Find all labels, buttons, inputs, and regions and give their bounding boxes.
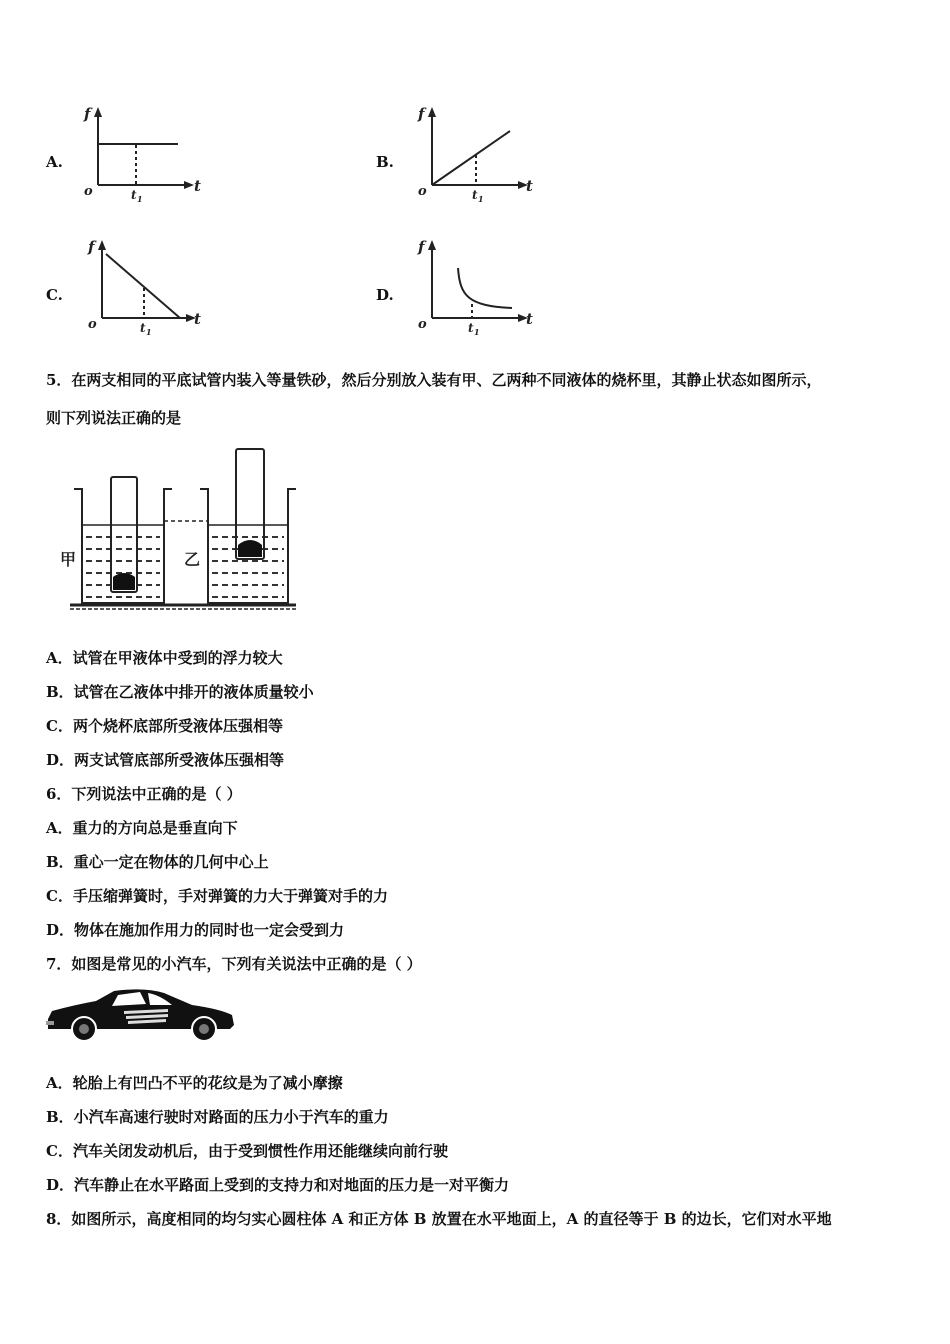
q7-option-b: B．小汽车高速行驶时对路面的压力小于汽车的重力	[46, 1108, 389, 1126]
graph-b	[412, 105, 533, 204]
t1-subscript: 1	[474, 327, 480, 337]
option-c-label: C.	[46, 286, 63, 304]
label-yi: 乙	[184, 550, 201, 569]
q6-option-c: C．手压缩弹簧时，手对弹簧的力大于弹簧对手的力	[46, 887, 388, 905]
t1-label: t	[131, 188, 137, 202]
q5-option-b: B．试管在乙液体中排开的液体质量较小	[46, 683, 314, 701]
q7-stem: 7．如图是常见的小汽车，下列有关说法中正确的是（ ）	[46, 955, 422, 973]
q6-stem: 6．下列说法中正确的是（ ）	[46, 785, 242, 803]
q8-stem: 8．如图所示，高度相同的均匀实心圆柱体 A 和正方体 B 放置在水平地面上，A 的直径等于 B 的边长，它们对水平地	[46, 1210, 832, 1228]
option-b-label: B.	[376, 153, 394, 171]
t1-label: t	[468, 321, 474, 335]
q5-option-a: A．试管在甲液体中受到的浮力较大	[46, 649, 283, 667]
t1-subscript: 1	[478, 194, 484, 204]
q5-stem-line1: 5．在两支相同的平底试管内装入等量铁砂，然后分别放入装有甲、乙两种不同液体的烧杯里，其静止状态如图所示，	[46, 371, 822, 389]
origin-label: o	[418, 184, 427, 199]
origin-label: o	[84, 184, 93, 199]
t1-subscript: 1	[137, 194, 143, 204]
q6-option-b: B．重心一定在物体的几何中心上	[46, 853, 269, 871]
q6-option-a: A．重力的方向总是垂直向下	[46, 819, 238, 837]
q5-option-d: D．两支试管底部所受液体压强相等	[46, 751, 285, 769]
axis-f-label: f	[84, 105, 91, 123]
origin-label: o	[88, 317, 97, 332]
q5-beakers-figure	[60, 445, 300, 615]
axis-t-label: t	[526, 177, 533, 195]
q7-car-figure	[44, 985, 239, 1043]
axis-f-label: f	[418, 105, 425, 123]
axis-t-label: t	[194, 177, 201, 195]
q7-option-a: A．轮胎上有凹凸不平的花纹是为了减小摩擦	[46, 1074, 343, 1092]
label-jia: 甲	[60, 550, 77, 569]
axis-t-label: t	[194, 310, 201, 328]
axis-t-label: t	[526, 310, 533, 328]
axis-f-label: f	[88, 238, 95, 256]
option-a-label: A.	[46, 153, 63, 171]
t1-label: t	[472, 188, 478, 202]
graph-a	[80, 105, 201, 204]
t1-label: t	[140, 321, 146, 335]
graph-d	[412, 238, 533, 337]
origin-label: o	[418, 317, 427, 332]
graph-c	[82, 238, 202, 337]
q7-option-c: C．汽车关闭发动机后，由于受到惯性作用还能继续向前行驶	[46, 1142, 448, 1160]
option-d-label: D.	[376, 286, 394, 304]
q5-option-c: C．两个烧杯底部所受液体压强相等	[46, 717, 283, 735]
q6-option-d: D．物体在施加作用力的同时也一定会受到力	[46, 921, 345, 939]
q5-stem-line2: 则下列说法正确的是	[46, 409, 182, 427]
axis-f-label: f	[418, 238, 425, 256]
q7-option-d: D．汽车静止在水平路面上受到的支持力和对地面的压力是一对平衡力	[46, 1176, 510, 1194]
t1-subscript: 1	[146, 327, 152, 337]
